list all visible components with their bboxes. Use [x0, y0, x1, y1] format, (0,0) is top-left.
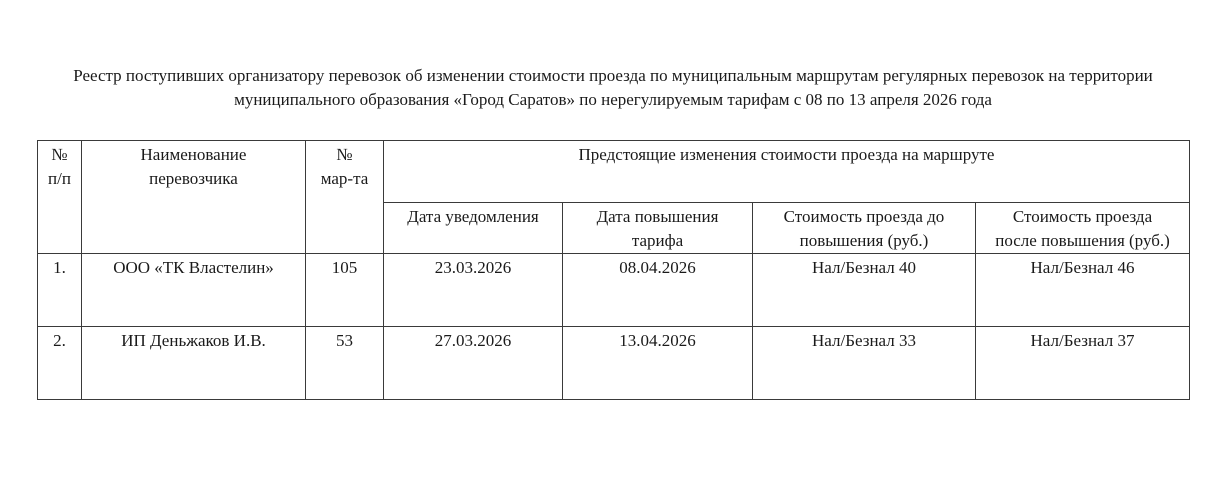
table-header-row	[38, 141, 1190, 203]
header-carrier-name: Наименование перевозчика	[82, 141, 306, 254]
cell-price-before: Нал/Безнал 40	[753, 254, 976, 327]
header-route-number: № мар-та	[306, 141, 384, 254]
document-title-line-1: Реестр поступивших организатору перевозок об изменении стоимости проезда по муниципальным маршрутам регулярных перевозок на территории	[73, 66, 1153, 85]
table-row	[38, 254, 1190, 327]
header-increase-date: Дата повышения тарифа	[563, 203, 753, 254]
cell-notice-date: 23.03.2026	[384, 254, 563, 327]
fare-change-registry-table	[37, 140, 1190, 400]
cell-carrier-name: ООО «ТК Властелин»	[82, 254, 306, 327]
cell-route-number: 105	[306, 254, 384, 327]
cell-price-after: Нал/Безнал 37	[976, 327, 1190, 400]
cell-price-before: Нал/Безнал 33	[753, 327, 976, 400]
cell-notice-date: 27.03.2026	[384, 327, 563, 400]
cell-increase-date: 13.04.2026	[563, 327, 753, 400]
cell-row-number: 1.	[38, 254, 82, 327]
header-row-number: № п/п	[38, 141, 82, 254]
header-notice-date: Дата уведомления	[384, 203, 563, 254]
table-row	[38, 327, 1190, 400]
document-title	[0, 64, 1226, 112]
header-price-after: Стоимость проезда после повышения (руб.)	[976, 203, 1190, 254]
header-price-before: Стоимость проезда до повышения (руб.)	[753, 203, 976, 254]
document-title-line-2: муниципального образования «Город Саратов» по нерегулируемым тарифам с 08 по 13 апреля 2026 года	[234, 90, 992, 109]
cell-row-number: 2.	[38, 327, 82, 400]
cell-increase-date: 08.04.2026	[563, 254, 753, 327]
cell-carrier-name: ИП Деньжаков И.В.	[82, 327, 306, 400]
cell-route-number: 53	[306, 327, 384, 400]
cell-price-after: Нал/Безнал 46	[976, 254, 1190, 327]
header-upcoming-changes-group: Предстоящие изменения стоимости проезда на маршруте	[384, 141, 1190, 203]
